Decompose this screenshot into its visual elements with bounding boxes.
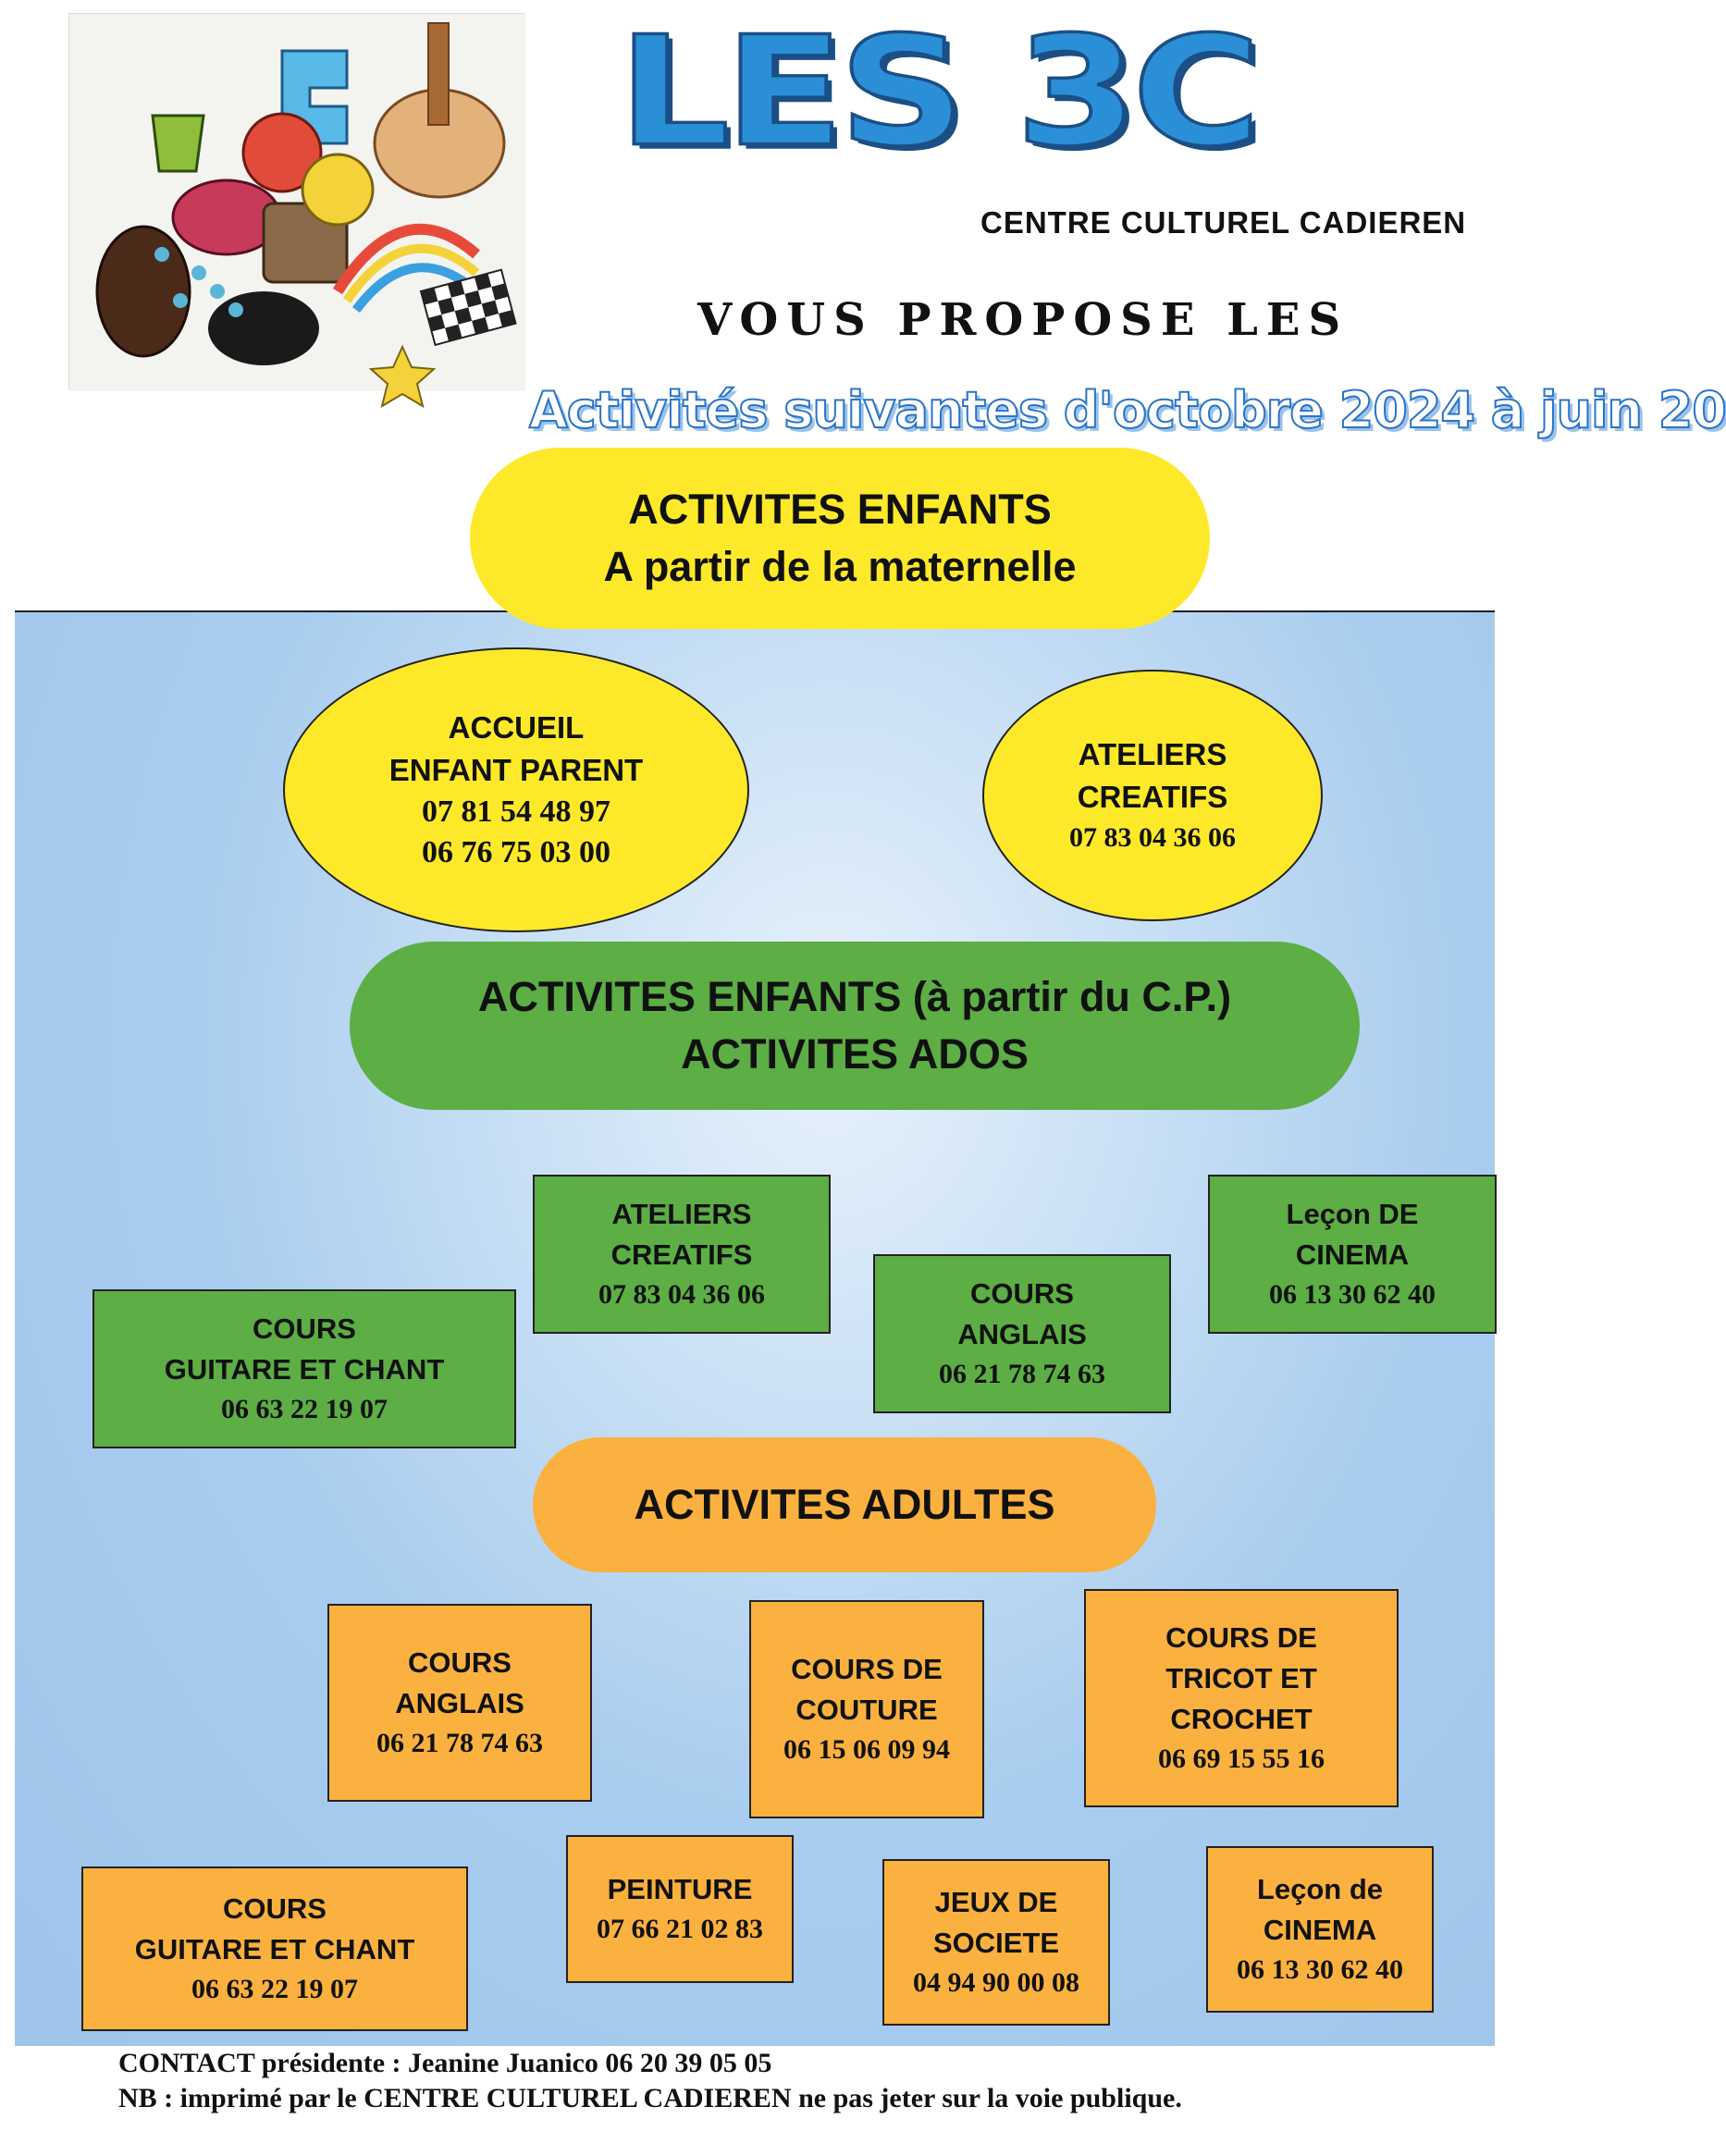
adults-guitare-chant-box	[81, 1866, 468, 2031]
ados-ateliers-creatifs-box	[533, 1175, 831, 1334]
ados-lecon-cinema-box	[1208, 1175, 1497, 1334]
accueil-enfant-parent-oval	[283, 647, 749, 932]
period-heading: Activités suivantes d'octobre 2024 à juin 20	[529, 381, 1726, 439]
oval-phone: 07 83 04 36 06	[1069, 822, 1236, 853]
brand-title: LES 3C	[618, 4, 1256, 180]
box-phone: 06 15 06 09 94	[783, 1734, 950, 1765]
ateliers-creatifs-oval	[982, 670, 1323, 921]
box-title: ANGLAIS	[957, 1318, 1087, 1350]
box-title: ANGLAIS	[395, 1687, 524, 1719]
box-title: GUITARE ET CHANT	[164, 1353, 445, 1386]
kids-section-header	[470, 448, 1210, 629]
box-title: TRICOT ET	[1165, 1662, 1317, 1694]
box-title: CINEMA	[1263, 1914, 1377, 1946]
box-phone: 07 83 04 36 06	[598, 1279, 765, 1310]
box-phone: 04 94 90 00 08	[913, 1967, 1079, 1998]
box-title: CROCHET	[1170, 1703, 1313, 1735]
box-phone: 06 21 78 74 63	[939, 1359, 1105, 1389]
ados-header-line1: ACTIVITES ENFANTS (à partir du C.P.)	[477, 973, 1232, 1020]
box-phone: 06 21 78 74 63	[376, 1728, 543, 1758]
box-title: GUITARE ET CHANT	[134, 1933, 415, 1965]
box-title: COURS	[223, 1892, 327, 1925]
box-title: SOCIETE	[932, 1927, 1060, 1959]
box-title: COURS DE	[1165, 1621, 1317, 1654]
box-phone: 06 63 22 19 07	[191, 1974, 358, 2004]
box-title: COURS	[408, 1646, 512, 1679]
illustration-image	[68, 13, 524, 390]
box-title: COUTURE	[795, 1694, 938, 1726]
box-phone: 07 66 21 02 83	[597, 1914, 763, 1944]
box-phone: 06 13 30 62 40	[1237, 1954, 1403, 1985]
box-phone: 06 63 22 19 07	[221, 1394, 388, 1424]
adults-anglais-box	[327, 1604, 592, 1802]
oval-title: ACCUEIL	[448, 710, 585, 745]
box-title: COURS DE	[791, 1653, 943, 1685]
adults-header-text: ACTIVITES ADULTES	[634, 1481, 1055, 1528]
adults-couture-box	[749, 1600, 984, 1818]
box-title: JEUX DE	[934, 1886, 1058, 1918]
ados-section-header	[350, 942, 1360, 1110]
centre-subtitle: CENTRE CULTUREL CADIEREN	[980, 205, 1467, 240]
oval-title: ATELIERS	[1078, 737, 1227, 771]
footer	[118, 2046, 1506, 2116]
box-title: CINEMA	[1295, 1238, 1410, 1271]
box-title: ATELIERS	[611, 1198, 752, 1230]
box-title: PEINTURE	[607, 1873, 753, 1905]
box-title: Leçon de	[1256, 1873, 1384, 1905]
box-title: CREATIFS	[610, 1238, 753, 1271]
box-title: Leçon DE	[1286, 1198, 1419, 1230]
oval-phone: 07 81 54 48 97	[422, 795, 610, 829]
kids-header-line1: ACTIVITES ENFANTS	[628, 486, 1052, 533]
box-phone: 06 69 15 55 16	[1158, 1743, 1325, 1774]
footer-contact: CONTACT présidente : Jeanine Juanico 06 20 39 05 05	[118, 2048, 772, 2078]
ados-guitare-chant-box	[92, 1289, 516, 1448]
box-title: COURS	[253, 1312, 356, 1345]
adults-lecon-cinema-box	[1206, 1846, 1434, 2013]
adults-peinture-box	[566, 1835, 794, 1983]
oval-title: ENFANT PARENT	[388, 753, 644, 787]
ados-anglais-box	[873, 1254, 1171, 1413]
footer-nb: NB : imprimé par le CENTRE CULTUREL CADIEREN ne pas jeter sur la voie publique.	[118, 2083, 1182, 2113]
adults-tricot-crochet-box	[1084, 1589, 1399, 1807]
oval-phone: 06 76 75 03 00	[422, 835, 610, 869]
adults-jeux-societe-box	[882, 1859, 1110, 2026]
box-phone: 06 13 30 62 40	[1269, 1279, 1436, 1310]
propose-heading: VOUS PROPOSE LES	[697, 294, 1350, 346]
ados-header-line2: ACTIVITES ADOS	[681, 1030, 1029, 1078]
box-title: COURS	[970, 1277, 1074, 1310]
oval-title: CREATIFS	[1077, 780, 1228, 814]
kids-header-line2: A partir de la maternelle	[603, 543, 1077, 590]
adults-section-header	[533, 1437, 1156, 1572]
